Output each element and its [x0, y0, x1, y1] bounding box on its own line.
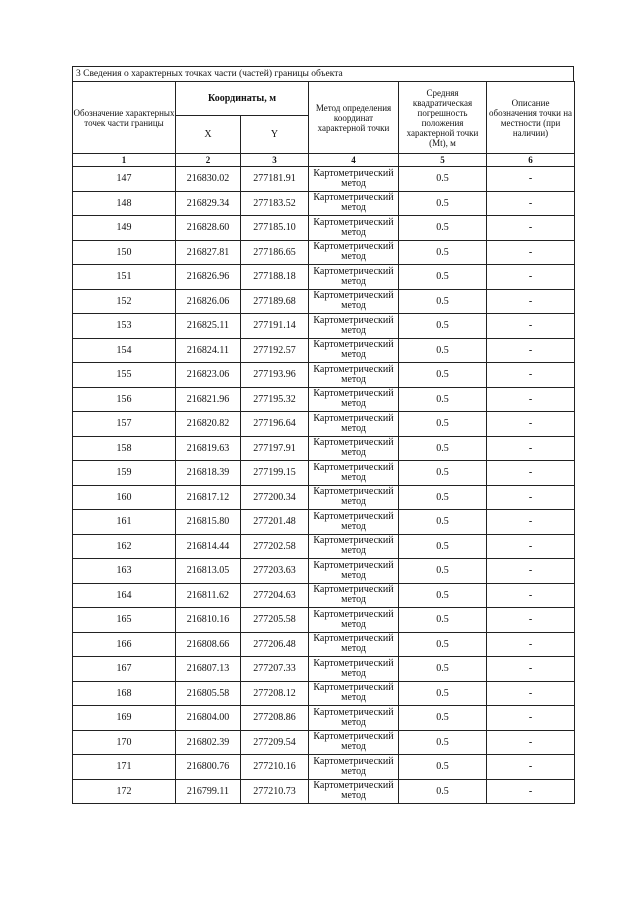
method-cell: Картометрический метод	[309, 461, 399, 486]
method-cell: Картометрический метод	[309, 559, 399, 584]
table-row	[73, 755, 575, 780]
y-coordinate-cell: 277195.32	[241, 387, 309, 412]
y-coordinate-cell: 277208.12	[241, 681, 309, 706]
error-cell: 0.5	[399, 314, 487, 339]
x-coordinate-cell: 216800.76	[176, 755, 241, 780]
method-cell: Картометрический метод	[309, 289, 399, 314]
column-number: 1	[73, 154, 176, 167]
method-cell: Картометрический метод	[309, 583, 399, 608]
x-coordinate-cell: 216828.60	[176, 216, 241, 241]
method-cell: Картометрический метод	[309, 608, 399, 633]
error-cell: 0.5	[399, 559, 487, 584]
x-coordinate-cell: 216830.02	[176, 167, 241, 192]
point-number-cell: 153	[73, 314, 176, 339]
x-coordinate-cell: 216802.39	[176, 730, 241, 755]
table-row	[73, 167, 575, 192]
x-coordinate-cell: 216813.05	[176, 559, 241, 584]
x-coordinate-cell: 216820.82	[176, 412, 241, 437]
description-cell: -	[487, 632, 575, 657]
method-cell: Картометрический метод	[309, 265, 399, 290]
column-number: 6	[487, 154, 575, 167]
description-cell: -	[487, 387, 575, 412]
description-cell: -	[487, 191, 575, 216]
error-cell: 0.5	[399, 216, 487, 241]
table-row	[73, 485, 575, 510]
point-number-cell: 155	[73, 363, 176, 388]
table-row	[73, 534, 575, 559]
method-cell: Картометрический метод	[309, 412, 399, 437]
y-coordinate-cell: 277200.34	[241, 485, 309, 510]
y-coordinate-cell: 277181.91	[241, 167, 309, 192]
method-cell: Картометрический метод	[309, 436, 399, 461]
table-row	[73, 657, 575, 682]
x-coordinate-cell: 216805.58	[176, 681, 241, 706]
column-number: 2	[176, 154, 241, 167]
method-cell: Картометрический метод	[309, 510, 399, 535]
x-coordinate-cell: 216807.13	[176, 657, 241, 682]
point-number-cell: 159	[73, 461, 176, 486]
y-coordinate-cell: 277203.63	[241, 559, 309, 584]
x-coordinate-cell: 216826.96	[176, 265, 241, 290]
header-y: Y	[241, 116, 309, 154]
description-cell: -	[487, 436, 575, 461]
point-number-cell: 167	[73, 657, 176, 682]
description-cell: -	[487, 730, 575, 755]
x-coordinate-cell: 216810.16	[176, 608, 241, 633]
point-number-cell: 151	[73, 265, 176, 290]
point-number-cell: 166	[73, 632, 176, 657]
description-cell: -	[487, 265, 575, 290]
method-cell: Картометрический метод	[309, 314, 399, 339]
column-number: 5	[399, 154, 487, 167]
point-number-cell: 172	[73, 779, 176, 804]
error-cell: 0.5	[399, 657, 487, 682]
y-coordinate-cell: 277193.96	[241, 363, 309, 388]
description-cell: -	[487, 461, 575, 486]
description-cell: -	[487, 289, 575, 314]
method-cell: Картометрический метод	[309, 730, 399, 755]
header-x: X	[176, 116, 241, 154]
error-cell: 0.5	[399, 583, 487, 608]
y-coordinate-cell: 277188.18	[241, 265, 309, 290]
description-cell: -	[487, 608, 575, 633]
error-cell: 0.5	[399, 412, 487, 437]
point-number-cell: 157	[73, 412, 176, 437]
description-cell: -	[487, 363, 575, 388]
point-number-cell: 148	[73, 191, 176, 216]
header-method: Метод определения координат характерной точки	[309, 82, 399, 154]
description-cell: -	[487, 240, 575, 265]
column-number: 3	[241, 154, 309, 167]
description-cell: -	[487, 510, 575, 535]
x-coordinate-cell: 216826.06	[176, 289, 241, 314]
table-row	[73, 314, 575, 339]
y-coordinate-cell: 277183.52	[241, 191, 309, 216]
y-coordinate-cell: 277196.64	[241, 412, 309, 437]
y-coordinate-cell: 277208.86	[241, 706, 309, 731]
y-coordinate-cell: 277185.10	[241, 216, 309, 241]
point-number-cell: 147	[73, 167, 176, 192]
header-point-designation: Обозначение характерных точек части границы	[73, 82, 176, 154]
error-cell: 0.5	[399, 730, 487, 755]
x-coordinate-cell: 216817.12	[176, 485, 241, 510]
table-row	[73, 608, 575, 633]
error-cell: 0.5	[399, 363, 487, 388]
error-cell: 0.5	[399, 681, 487, 706]
x-coordinate-cell: 216811.62	[176, 583, 241, 608]
method-cell: Картометрический метод	[309, 485, 399, 510]
description-cell: -	[487, 706, 575, 731]
point-number-cell: 150	[73, 240, 176, 265]
description-cell: -	[487, 755, 575, 780]
error-cell: 0.5	[399, 191, 487, 216]
description-cell: -	[487, 779, 575, 804]
error-cell: 0.5	[399, 534, 487, 559]
table-row	[73, 216, 575, 241]
x-coordinate-cell: 216821.96	[176, 387, 241, 412]
table-row	[73, 461, 575, 486]
point-number-cell: 161	[73, 510, 176, 535]
error-cell: 0.5	[399, 608, 487, 633]
description-cell: -	[487, 338, 575, 363]
table-row	[73, 706, 575, 731]
table-row	[73, 436, 575, 461]
y-coordinate-cell: 277199.15	[241, 461, 309, 486]
method-cell: Картометрический метод	[309, 681, 399, 706]
table-row	[73, 289, 575, 314]
description-cell: -	[487, 583, 575, 608]
table-row	[73, 583, 575, 608]
x-coordinate-cell: 216808.66	[176, 632, 241, 657]
y-coordinate-cell: 277192.57	[241, 338, 309, 363]
y-coordinate-cell: 277209.54	[241, 730, 309, 755]
boundary-points-table	[72, 81, 575, 804]
point-number-cell: 152	[73, 289, 176, 314]
point-number-cell: 171	[73, 755, 176, 780]
description-cell: -	[487, 681, 575, 706]
description-cell: -	[487, 534, 575, 559]
table-row	[73, 632, 575, 657]
x-coordinate-cell: 216825.11	[176, 314, 241, 339]
description-cell: -	[487, 167, 575, 192]
point-number-cell: 156	[73, 387, 176, 412]
y-coordinate-cell: 277189.68	[241, 289, 309, 314]
y-coordinate-cell: 277206.48	[241, 632, 309, 657]
error-cell: 0.5	[399, 338, 487, 363]
error-cell: 0.5	[399, 485, 487, 510]
x-coordinate-cell: 216799.11	[176, 779, 241, 804]
error-cell: 0.5	[399, 755, 487, 780]
table-row	[73, 510, 575, 535]
description-cell: -	[487, 559, 575, 584]
method-cell: Картометрический метод	[309, 167, 399, 192]
error-cell: 0.5	[399, 436, 487, 461]
header-coordinates: Координаты, м	[176, 82, 309, 116]
description-cell: -	[487, 412, 575, 437]
point-number-cell: 160	[73, 485, 176, 510]
table-row	[73, 387, 575, 412]
point-number-cell: 168	[73, 681, 176, 706]
x-coordinate-cell: 216819.63	[176, 436, 241, 461]
description-cell: -	[487, 485, 575, 510]
table-row	[73, 338, 575, 363]
header-error: Средняя квадратическая погрешность положения характерной точки (Mt), м	[399, 82, 487, 154]
error-cell: 0.5	[399, 510, 487, 535]
point-number-cell: 162	[73, 534, 176, 559]
error-cell: 0.5	[399, 167, 487, 192]
x-coordinate-cell: 216804.00	[176, 706, 241, 731]
table-row	[73, 240, 575, 265]
error-cell: 0.5	[399, 387, 487, 412]
y-coordinate-cell: 277210.73	[241, 779, 309, 804]
x-coordinate-cell: 216824.11	[176, 338, 241, 363]
y-coordinate-cell: 277204.63	[241, 583, 309, 608]
section-title: 3 Сведения о характерных точках части (частей) границы объекта	[72, 66, 574, 81]
method-cell: Картометрический метод	[309, 755, 399, 780]
error-cell: 0.5	[399, 706, 487, 731]
point-number-cell: 163	[73, 559, 176, 584]
table-row	[73, 412, 575, 437]
point-number-cell: 169	[73, 706, 176, 731]
error-cell: 0.5	[399, 461, 487, 486]
point-number-cell: 170	[73, 730, 176, 755]
x-coordinate-cell: 216823.06	[176, 363, 241, 388]
method-cell: Картометрический метод	[309, 338, 399, 363]
x-coordinate-cell: 216827.81	[176, 240, 241, 265]
y-coordinate-cell: 277186.65	[241, 240, 309, 265]
point-number-cell: 149	[73, 216, 176, 241]
document-sheet	[72, 66, 574, 804]
table-row	[73, 265, 575, 290]
point-number-cell: 165	[73, 608, 176, 633]
table-row	[73, 730, 575, 755]
table-row	[73, 681, 575, 706]
y-coordinate-cell: 277205.58	[241, 608, 309, 633]
table-row	[73, 363, 575, 388]
column-numbers-row	[73, 154, 575, 167]
error-cell: 0.5	[399, 779, 487, 804]
column-number: 4	[309, 154, 399, 167]
method-cell: Картометрический метод	[309, 387, 399, 412]
x-coordinate-cell: 216815.80	[176, 510, 241, 535]
y-coordinate-cell: 277191.14	[241, 314, 309, 339]
x-coordinate-cell: 216818.39	[176, 461, 241, 486]
method-cell: Картометрический метод	[309, 363, 399, 388]
method-cell: Картометрический метод	[309, 191, 399, 216]
method-cell: Картометрический метод	[309, 706, 399, 731]
method-cell: Картометрический метод	[309, 216, 399, 241]
y-coordinate-cell: 277210.16	[241, 755, 309, 780]
method-cell: Картометрический метод	[309, 534, 399, 559]
description-cell: -	[487, 657, 575, 682]
error-cell: 0.5	[399, 632, 487, 657]
y-coordinate-cell: 277202.58	[241, 534, 309, 559]
point-number-cell: 158	[73, 436, 176, 461]
y-coordinate-cell: 277197.91	[241, 436, 309, 461]
y-coordinate-cell: 277207.33	[241, 657, 309, 682]
table-row	[73, 559, 575, 584]
x-coordinate-cell: 216814.44	[176, 534, 241, 559]
method-cell: Картометрический метод	[309, 657, 399, 682]
point-number-cell: 164	[73, 583, 176, 608]
table-row	[73, 191, 575, 216]
method-cell: Картометрический метод	[309, 632, 399, 657]
error-cell: 0.5	[399, 265, 487, 290]
header-description: Описание обозначения точки на местности (при наличии)	[487, 82, 575, 154]
y-coordinate-cell: 277201.48	[241, 510, 309, 535]
point-number-cell: 154	[73, 338, 176, 363]
error-cell: 0.5	[399, 289, 487, 314]
table-row	[73, 779, 575, 804]
method-cell: Картометрический метод	[309, 240, 399, 265]
error-cell: 0.5	[399, 240, 487, 265]
x-coordinate-cell: 216829.34	[176, 191, 241, 216]
method-cell: Картометрический метод	[309, 779, 399, 804]
description-cell: -	[487, 314, 575, 339]
description-cell: -	[487, 216, 575, 241]
